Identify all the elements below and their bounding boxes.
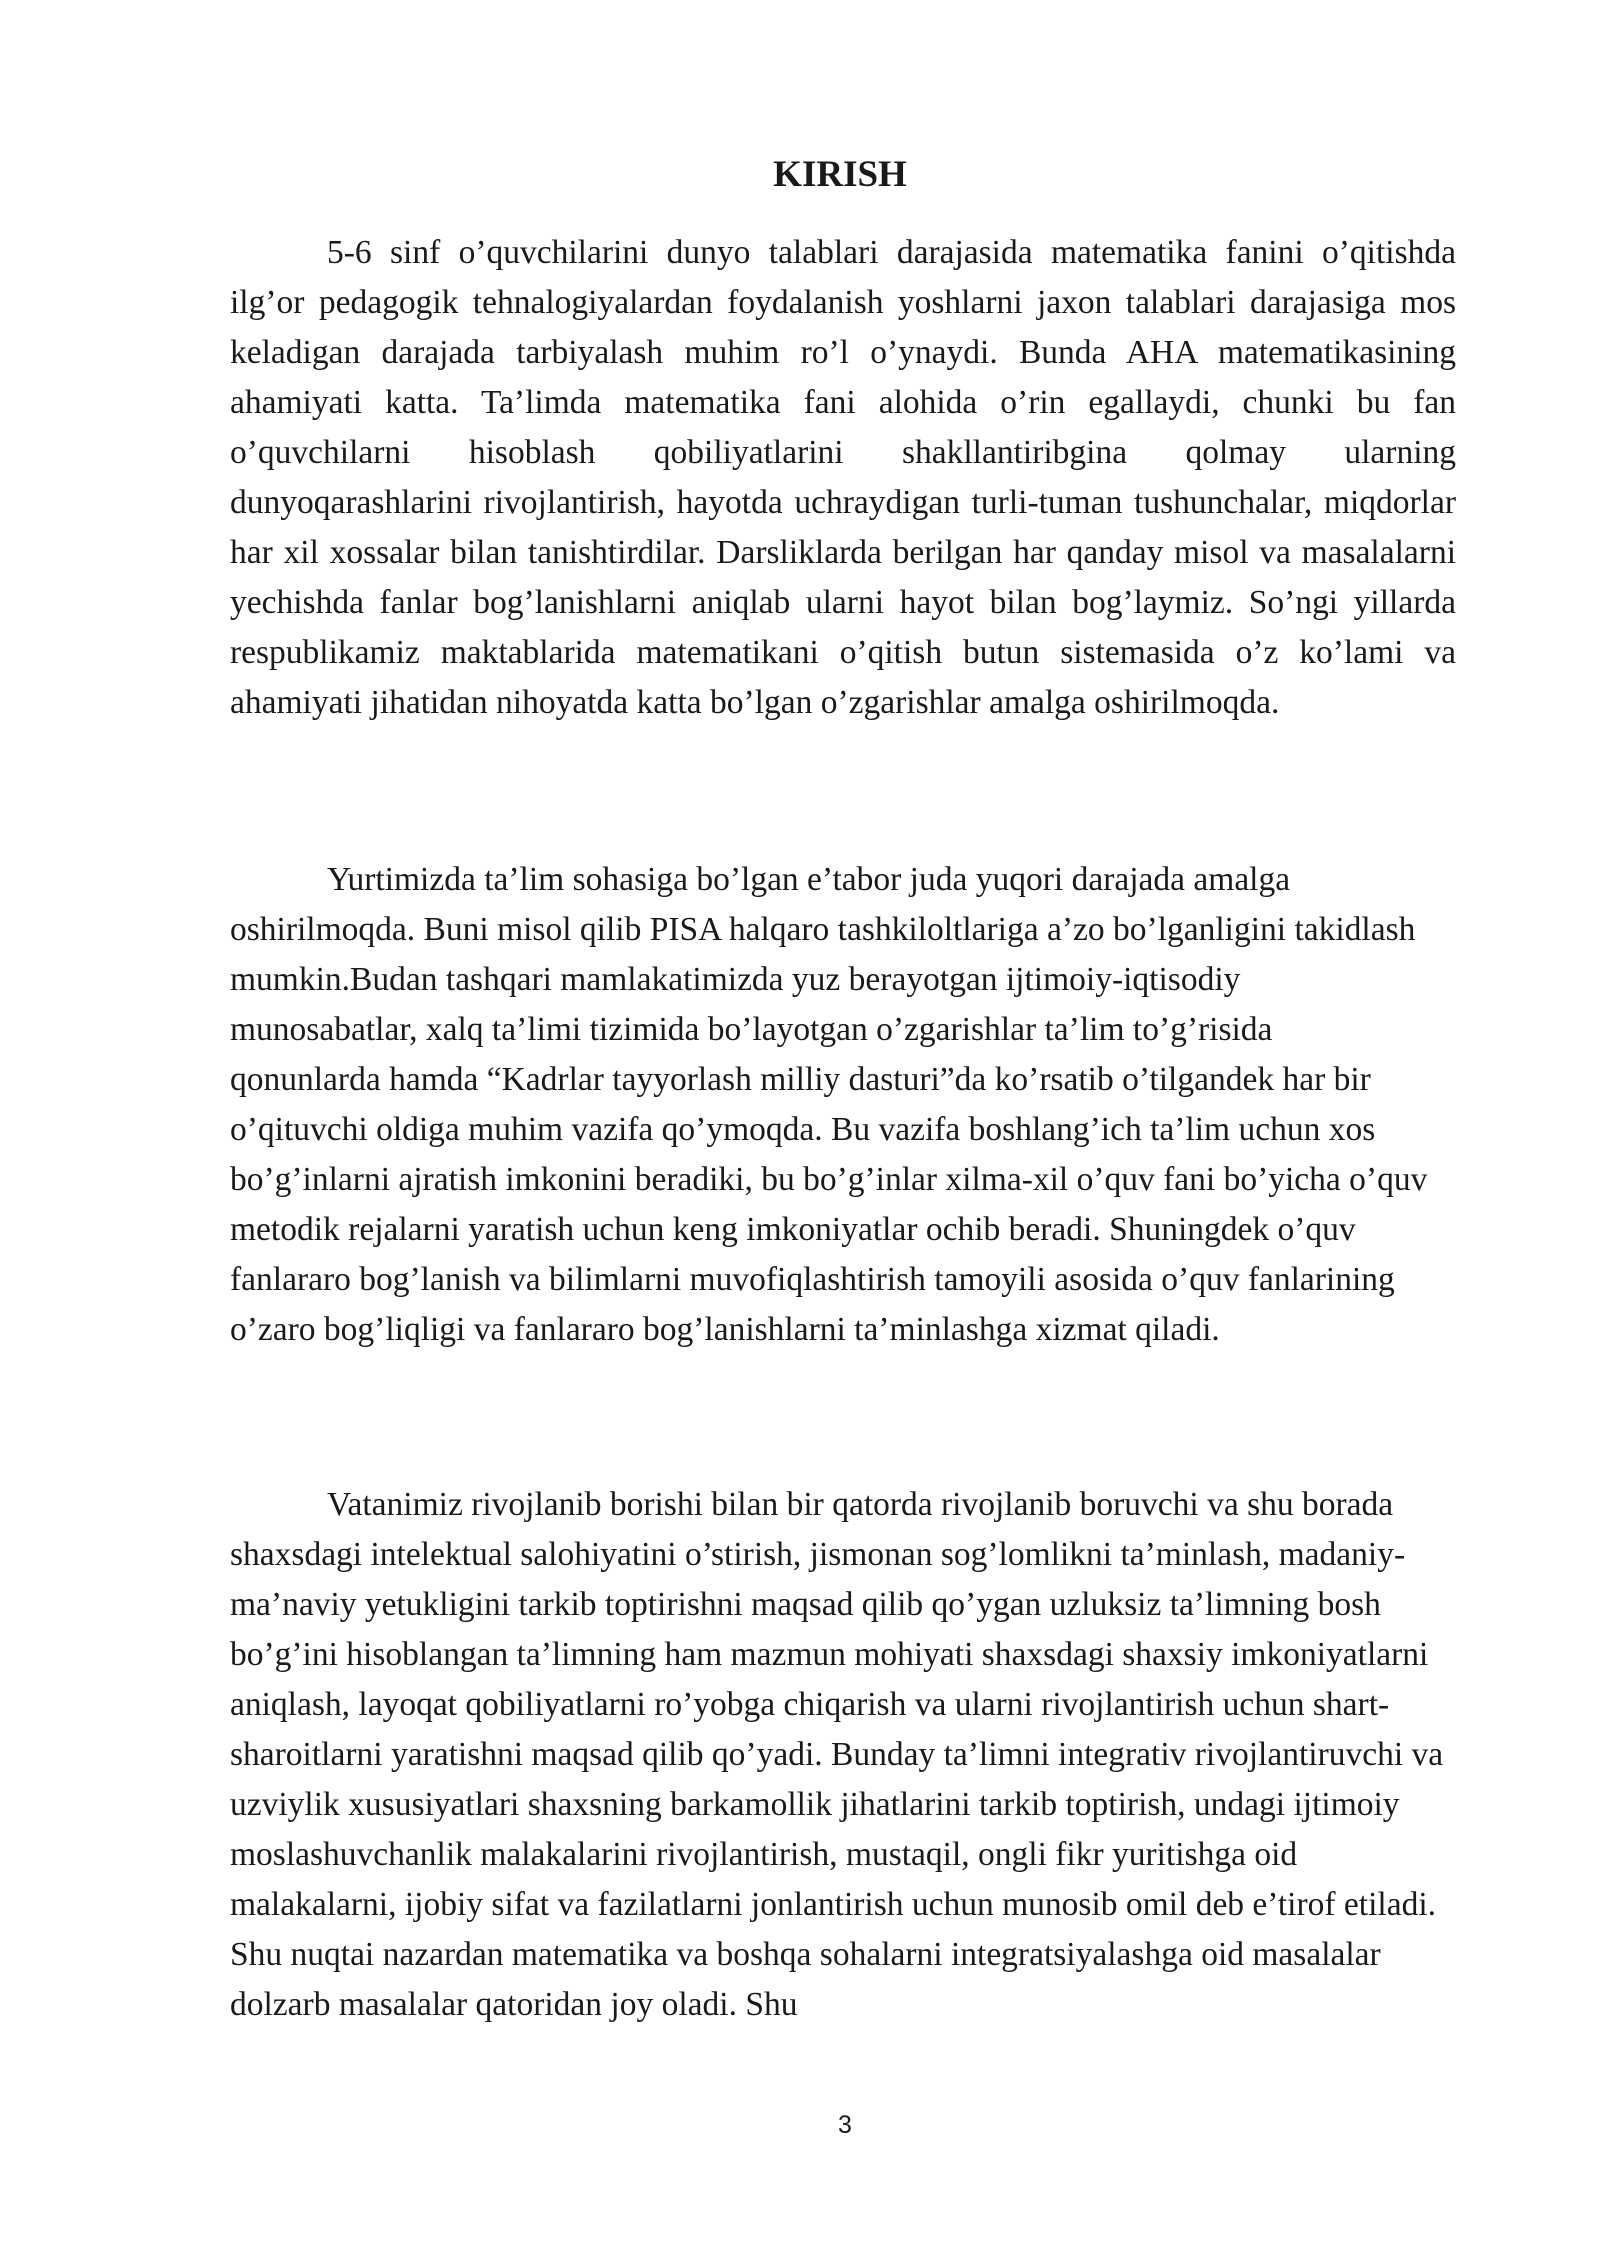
paragraph-1: 5-6 sinf o’quvchilarini dunyo talablari darajasida matematika fanini o’qitishda ilg’or pedagogik tehnalogiyalardan foydalanish yoshlarni jaxon talablari darajasiga mos keladigan darajada tarbiyalash muhim ro’l o’ynaydi. Bunda AHA matematikasining ahamiyati katta. Ta’limda matematika fani alohida o’rin egallaydi, chunki bu fan o’quvchilarni hisoblash qobiliyatlarini shakllantiribgina qolmay ularning dunyoqarashlarini rivojlantirish, hayotda uchraydigan turli-tuman tushunchalar, miqdorlar har xil xossalar bilan tanishtirdilar. Darsliklarda berilgan har qanday misol va masalalarni yechishda fanlar bog’lanishlarni aniqlab ularni hayot bilan bog’laymiz. So’ngi yillarda respublikamiz maktablarida matematikani o’qitish butun sistemasida o’z ko’lami va ahamiyati jihatidan nihoyatda katta bo’lgan o’zgarishlar amalga oshirilmoqda.	[230, 234, 1456, 721]
paragraph-3: Vatanimiz rivojlanib borishi bilan bir qatorda rivojlanib boruvchi va shu borada shaxsdagi intelektual salohiyatini o’stirish, jismonan sog’lomlikni ta’minlash, madaniy-ma’naviy yetukligini tarkib toptirishni maqsad qilib qo’ygan uzluksiz ta’limning bosh bo’g’ini hisoblangan ta’limning ham mazmun mohiyati shaxsdagi shaxsiy imkoniyatlarni aniqlash, layoqat qobiliyatlarni ro’yobga chiqarish va ularni rivojlantirish uchun shart-sharoitlarni yaratishni maqsad qilib qo’yadi. Bunday ta’limni integrativ rivojlantiruvchi va uzviylik xususiyatlari shaxsning barkamollik jihatlarini tarkib toptirish, undagi ijtimoiy moslashuvchanlik malakalarini rivojlantirish, mustaqil, ongli fikr yuritishga oid malakalarni, ijobiy sifat va fazilatlarni jonlantirish uchun munosib omil deb e’tirof etiladi. Shu nuqtai nazardan matematika va boshqa sohalarni integratsiyalashga oid masalalar dolzarb masalalar qatoridan joy oladi. Shu	[230, 1486, 1444, 2023]
page-number: 3	[838, 2111, 852, 2139]
section-title: KIRISH	[773, 154, 907, 195]
paragraph-2: Yurtimizda ta’lim sohasiga bo’lgan e’tabor juda yuqori darajada amalga oshirilmoqda. Buni misol qilib PISA halqaro tashkiloltlariga a’zo bo’lganligini takidlash mumkin.Budan tashqari mamlakatimizda yuz berayotgan ijtimoiy-iqtisodiy munosabatlar, xalq ta’limi tizimida bo’layotgan o’zgarishlar ta’lim to’g’risida qonunlarda hamda “Kadrlar tayyorlash milliy dasturi”da ko’rsatib o’tilgandek har bir o’qituvchi oldiga muhim vazifa qo’ymoqda. Bu vazifa boshlang’ich ta’lim uchun xos bo’g’inlarni ajratish imkonini beradiki, bu bo’g’inlar xilma-xil o’quv fani bo’yicha o’quv metodik rejalarni yaratish uchun keng imkoniyatlar ochib beradi. Shuningdek o’quv fanlararo bog’lanish va bilimlarni muvofiqlashtirish tamoyili asosida o’quv fanlarining o’zaro bog’liqligi va fanlararo bog’lanishlarni ta’minlashga xizmat qiladi.	[230, 861, 1428, 1348]
